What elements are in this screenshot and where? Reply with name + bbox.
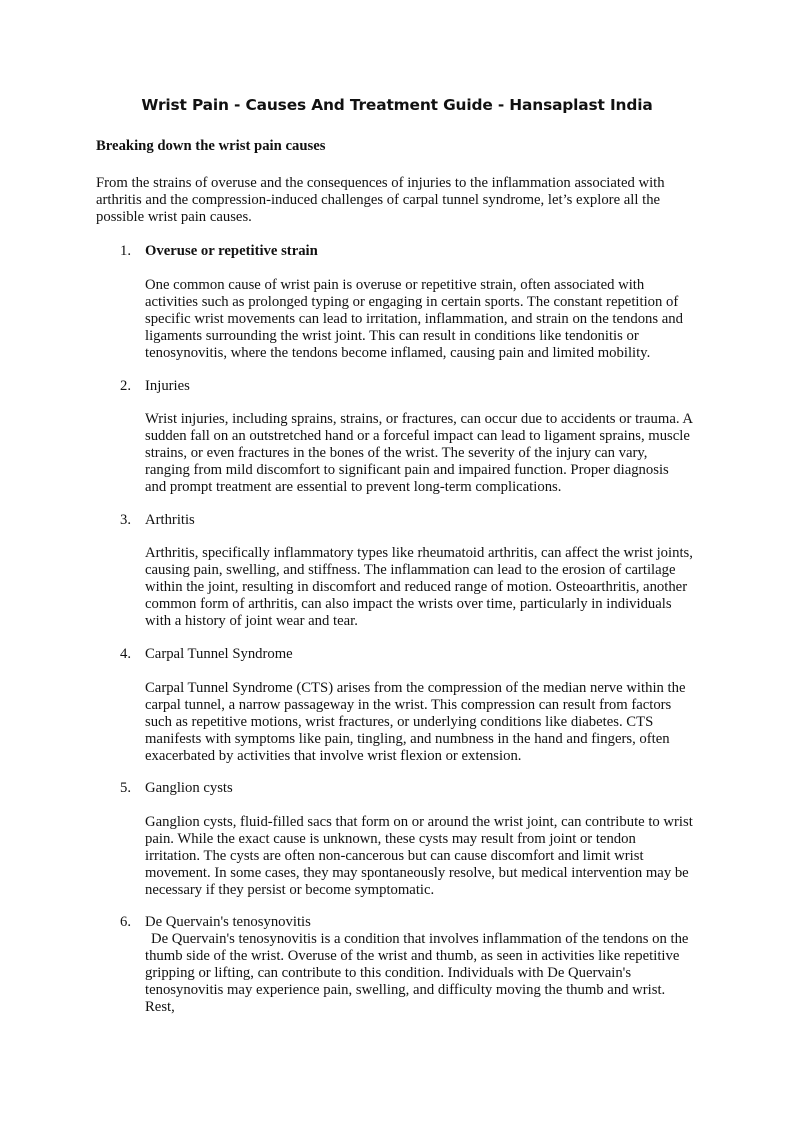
list-item-number: 5. xyxy=(120,780,132,796)
intro-paragraph: From the strains of overuse and the consequences of injuries to the inflammation associated with arthritis and the compression-induced challenges of carpal tunnel syndrome, let’s explore all the possible wrist pain causes. xyxy=(96,175,665,225)
document-title: Wrist Pain - Causes And Treatment Guide - Hansaplast India xyxy=(141,96,653,114)
list-item-number: 1. xyxy=(120,243,132,259)
list-item-heading: Arthritis xyxy=(145,512,195,528)
list-item-body: Carpal Tunnel Syndrome (CTS) arises from the compression of the median nerve within the carpal tunnel, a narrow passageway in the wrist. This compression can result from factors such as repetitive motions, wrist fractures, or underlying conditions like diabetes. CTS manifests with symptoms like pain, tingling, and numbness in the hand and fingers, often exacerbated by activities that involve wrist flexion or extension. xyxy=(145,680,686,764)
list-item-body: Wrist injuries, including sprains, strains, or fractures, can occur due to accidents or trauma. A sudden fall on an outstretched hand or a forceful impact can lead to ligament sprains, muscle strains, or even fractures in the bones of the wrist. The severity of the injury can vary, ranging from mild discomfort to significant pain and impaired function. Proper diagnosis and prompt treatment are essential to prevent long-term complications. xyxy=(145,411,693,495)
list-item-number: 4. xyxy=(120,646,132,662)
list-item-body: One common cause of wrist pain is overuse or repetitive strain, often associated with activities such as prolonged typing or engaging in certain sports. The constant repetition of specific wrist movements can lead to irritation, inflammation, and strain on the tendons and ligaments surrounding the wrist joint. This can result in conditions like tendonitis or tenosynovitis, where the tendons become inflamed, causing pain and limited mobility. xyxy=(145,277,683,361)
list-item-number: 2. xyxy=(120,378,132,394)
list-item-heading: Ganglion cysts xyxy=(145,780,233,796)
list-item-number: 6. xyxy=(120,914,132,930)
list-item-heading: De Quervain's tenosynovitis xyxy=(145,914,311,930)
list-item-number: 3. xyxy=(120,512,132,528)
list-item-body: De Quervain's tenosynovitis is a condition that involves inflammation of the tendons on the thumb side of the wrist. Overuse of the wrist and thumb, as seen in activities like repetitive gripping or lifting, can contribute to this condition. Individuals with De Quervain's tenosynovitis may experience pain, swelling, and difficulty moving the thumb and wrist. Rest, xyxy=(145,931,689,1015)
list-item-body: Ganglion cysts, fluid-filled sacs that form on or around the wrist joint, can contribute to wrist pain. While the exact cause is unknown, these cysts may result from joint or tendon irritation. The cysts are often non-cancerous but can cause discomfort and limit wrist movement. In some cases, they may spontaneously resolve, but medical intervention may be necessary if they persist or become symptomatic. xyxy=(145,814,693,898)
section-heading: Breaking down the wrist pain causes xyxy=(96,138,326,154)
list-item-heading: Injuries xyxy=(145,378,190,394)
list-item-body: Arthritis, specifically inflammatory types like rheumatoid arthritis, can affect the wrist joints, causing pain, swelling, and stiffness. The inflammation can lead to the erosion of cartilage within the joint, resulting in discomfort and reduced range of motion. Osteoarthritis, another common form of arthritis, can also impact the wrists over time, particularly in individuals with a history of joint wear and tear. xyxy=(145,545,693,629)
list-item-heading: Overuse or repetitive strain xyxy=(145,243,318,259)
list-item-heading: Carpal Tunnel Syndrome xyxy=(145,646,293,662)
